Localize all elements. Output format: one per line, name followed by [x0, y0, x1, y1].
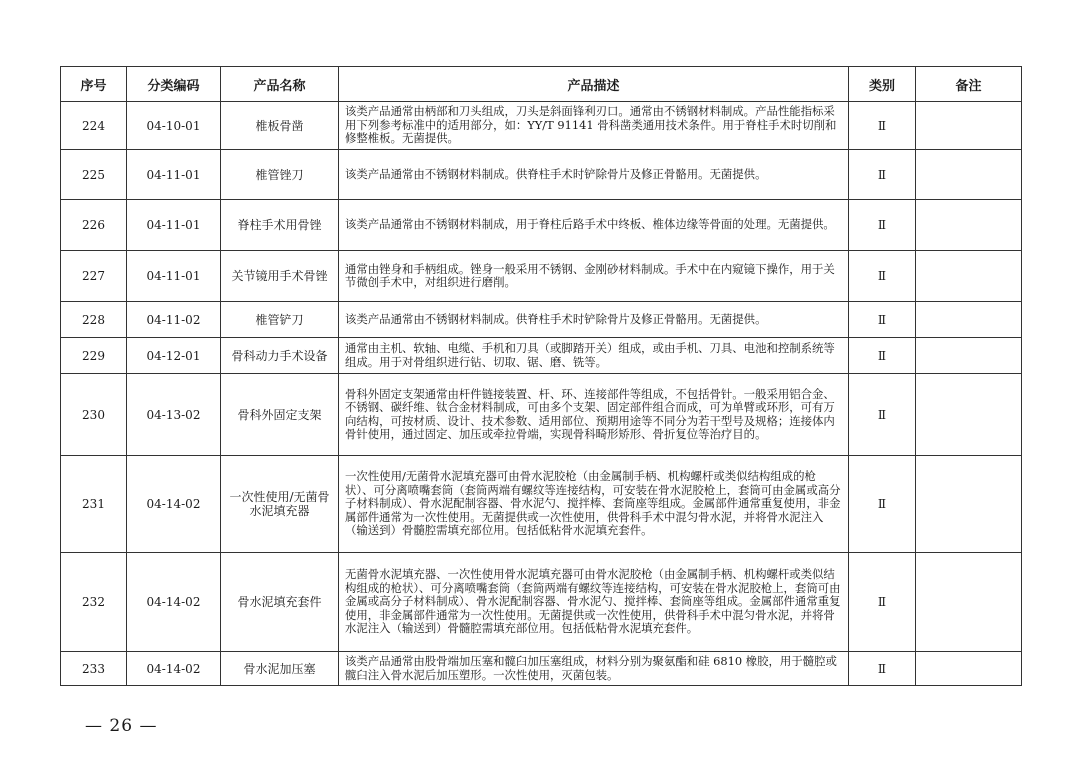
cell-note — [916, 150, 1022, 200]
table-row — [61, 302, 1022, 338]
page-number: — 26 — — [85, 716, 158, 736]
cell-class: Ⅱ — [849, 251, 916, 302]
cell-desc: 该类产品通常由柄部和刀头组成，刀头是斜面锋利刃口。通常由不锈钢材料制成。产品性能指标采用下列参考标准中的适用部分，如：YY/T 91141 骨科凿类通用技术条件。用于脊柱手术时切削和修整椎板。无菌提供。 — [339, 102, 849, 150]
cell-note — [916, 251, 1022, 302]
cell-note — [916, 456, 1022, 553]
cell-class: Ⅱ — [849, 150, 916, 200]
cell-seq: 224 — [61, 102, 127, 150]
cell-seq: 229 — [61, 338, 127, 374]
cell-desc: 骨科外固定支架通常由杆件链接装置、杆、环、连接部件等组成，不包括骨针。一般采用铝合金、不锈钢、碳纤维、钛合金材料制成，可由多个支架、固定部件组合而成，可为单臂或环形，可有万向结构，可按材质、设计、技术参数、适用部位、预期用途等不同分为若干型号及规格；连接体内骨针使用，通过固定、加压或牵拉骨端，实现骨科畸形矫形、骨折复位等治疗目的。 — [339, 374, 849, 456]
table-row — [61, 374, 1022, 456]
table-row — [61, 200, 1022, 251]
header-code: 分类编码 — [127, 67, 221, 102]
table-row — [61, 553, 1022, 652]
cell-name: 骨科动力手术设备 — [221, 338, 339, 374]
cell-seq: 228 — [61, 302, 127, 338]
cell-class: Ⅱ — [849, 338, 916, 374]
cell-class: Ⅱ — [849, 302, 916, 338]
cell-code: 04-14-02 — [127, 652, 221, 686]
table-row — [61, 652, 1022, 686]
table-row — [61, 338, 1022, 374]
cell-code: 04-11-01 — [127, 150, 221, 200]
cell-code: 04-13-02 — [127, 374, 221, 456]
cell-note — [916, 302, 1022, 338]
cell-name: 骨水泥加压塞 — [221, 652, 339, 686]
cell-name: 一次性使用/无菌骨水泥填充器 — [221, 456, 339, 553]
cell-code: 04-11-01 — [127, 200, 221, 251]
cell-seq: 227 — [61, 251, 127, 302]
cell-class: Ⅱ — [849, 652, 916, 686]
cell-seq: 231 — [61, 456, 127, 553]
cell-code: 04-11-02 — [127, 302, 221, 338]
table-header-row — [61, 67, 1022, 102]
header-seq: 序号 — [61, 67, 127, 102]
cell-seq: 230 — [61, 374, 127, 456]
cell-note — [916, 102, 1022, 150]
cell-name: 椎板骨凿 — [221, 102, 339, 150]
cell-note — [916, 553, 1022, 652]
cell-code: 04-10-01 — [127, 102, 221, 150]
cell-seq: 225 — [61, 150, 127, 200]
cell-desc: 该类产品通常由不锈钢材料制成，用于脊柱后路手术中终板、椎体边缘等骨面的处理。无菌提供。 — [339, 200, 849, 251]
header-note: 备注 — [916, 67, 1022, 102]
header-class: 类别 — [849, 67, 916, 102]
cell-code: 04-12-01 — [127, 338, 221, 374]
cell-desc: 该类产品通常由不锈钢材料制成。供脊柱手术时铲除骨片及修正骨骼用。无菌提供。 — [339, 150, 849, 200]
cell-name: 骨水泥填充套件 — [221, 553, 339, 652]
header-desc: 产品描述 — [339, 67, 849, 102]
cell-name: 脊柱手术用骨锉 — [221, 200, 339, 251]
cell-code: 04-11-01 — [127, 251, 221, 302]
cell-desc: 通常由锉身和手柄组成。锉身一般采用不锈钢、金刚砂材料制成。手术中在内窥镜下操作，用于关节微创手术中，对组织进行磨削。 — [339, 251, 849, 302]
cell-seq: 226 — [61, 200, 127, 251]
product-classification-table — [60, 66, 1022, 686]
cell-note — [916, 200, 1022, 251]
cell-code: 04-14-02 — [127, 553, 221, 652]
cell-name: 椎管铲刀 — [221, 302, 339, 338]
cell-desc: 一次性使用/无菌骨水泥填充器可由骨水泥胶枪（由金属制手柄、机构螺杆或类似结构组成的枪状）、可分离喷嘴套筒（套筒两端有螺纹等连接结构，可安装在骨水泥胶枪上，套筒可由金属或高分子材料制成）、骨水泥配制容器、骨水泥勺、搅拌棒、套筒座等组成。金属部件通常重复使用，非金属部件通常为一次性使用。无菌提供或一次性使用，供骨科手术中混匀骨水泥，并将骨水泥注入（输送到）骨髓腔需填充部位用。包括低粘骨水泥填充套件。 — [339, 456, 849, 553]
cell-note — [916, 374, 1022, 456]
header-name: 产品名称 — [221, 67, 339, 102]
cell-class: Ⅱ — [849, 102, 916, 150]
cell-seq: 232 — [61, 553, 127, 652]
table-row — [61, 456, 1022, 553]
cell-code: 04-14-02 — [127, 456, 221, 553]
cell-seq: 233 — [61, 652, 127, 686]
cell-note — [916, 652, 1022, 686]
cell-name: 椎管锉刀 — [221, 150, 339, 200]
cell-class: Ⅱ — [849, 456, 916, 553]
cell-class: Ⅱ — [849, 200, 916, 251]
table-row — [61, 150, 1022, 200]
cell-desc: 该类产品通常由不锈钢材料制成。供脊柱手术时铲除骨片及修正骨骼用。无菌提供。 — [339, 302, 849, 338]
cell-name: 骨科外固定支架 — [221, 374, 339, 456]
cell-desc: 该类产品通常由股骨端加压塞和髋臼加压塞组成，材料分别为聚氨酯和硅 6810 橡胶，用于髓腔或髋臼注入骨水泥后加压塑形。一次性使用，灭菌包装。 — [339, 652, 849, 686]
cell-desc: 无菌骨水泥填充器、一次性使用骨水泥填充器可由骨水泥胶枪（由金属制手柄、机构螺杆或类似结构组成的枪状）、可分离喷嘴套筒（套筒两端有螺纹等连接结构，可安装在骨水泥胶枪上，套筒可由金属或高分子材料制成）、骨水泥配制容器、骨水泥勺、搅拌棒、套筒座等组成。金属部件通常重复使用，非金属部件通常为一次性使用。无菌提供或一次性使用，供骨科手术中混匀骨水泥，并将骨水泥注入（输送到）骨髓腔需填充部位用。包括低粘骨水泥填充套件。 — [339, 553, 849, 652]
cell-note — [916, 338, 1022, 374]
table-row — [61, 102, 1022, 150]
cell-class: Ⅱ — [849, 374, 916, 456]
cell-desc: 通常由主机、软轴、电缆、手机和刀具（或脚踏开关）组成，或由手机、刀具、电池和控制系统等组成。用于对骨组织进行钻、切取、锯、磨、铣等。 — [339, 338, 849, 374]
table-row — [61, 251, 1022, 302]
cell-name: 关节镜用手术骨锉 — [221, 251, 339, 302]
cell-class: Ⅱ — [849, 553, 916, 652]
